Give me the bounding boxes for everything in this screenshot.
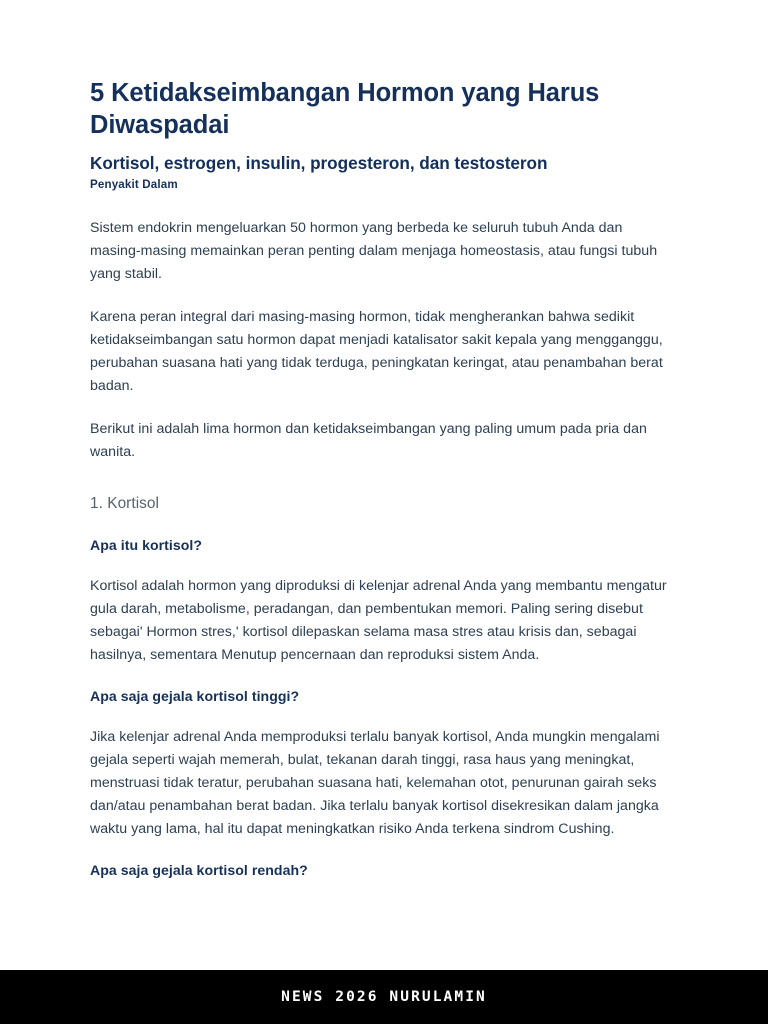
page-title: 5 Ketidakseimbangan Hormon yang Harus Diwaspadai: [90, 79, 600, 139]
paragraph-kortisol-definition: Kortisol adalah hormon yang diproduksi di kelenjar adrenal Anda yang membantu mengatur gula darah, metabolisme, peradangan, dan pembentukan memori. Paling sering disebut sebagai' Hormon stres,' kortisol dilepaskan selama masa stres atau krisis dan, sebagai hasilnya, sementara Menutup pencernaan dan reproduksi sistem Anda.: [90, 577, 667, 663]
paragraph-gejala-kortisol-tinggi: Jika kelenjar adrenal Anda memproduksi terlalu banyak kortisol, Anda mungkin mengalami gejala seperti wajah memerah, bulat, tekanan darah tinggi, rasa haus yang meningkat, menstruasi tidak teratur, perubahan suasana hati, kelemahan otot, penurunan gairah seks dan/atau penambahan berat badan. Jika terlalu banyak kortisol disekresikan dalam jangka waktu yang lama, hal itu dapat meningkatkan risiko Anda terkena sindrom Cushing.: [90, 728, 660, 837]
section-heading-kortisol: 1. Kortisol: [90, 494, 159, 512]
paragraph-intro-2: Karena peran integral dari masing-masing hormon, tidak mengherankan bahwa sedikit ketidakseimbangan satu hormon dapat menjadi katalisator sakit kepala yang mengganggu, perubahan suasana hati yang tidak terduga, peningkatan keringat, atau penambahan berat badan.: [90, 308, 663, 394]
footer-bar: [0, 970, 768, 1024]
subheading-gejala-kortisol-tinggi: Apa saja gejala kortisol tinggi?: [90, 687, 300, 704]
article-body: [90, 78, 674, 900]
article-category-kicker: Penyakit Dalam: [90, 177, 178, 191]
paragraph-intro-3: Berikut ini adalah lima hormon dan ketidakseimbangan yang paling umum pada pria dan wanita.: [90, 420, 647, 460]
footer-watermark-text: NEWS 2026 NURULAMIN: [281, 989, 487, 1005]
paragraph-intro-1: Sistem endokrin mengeluarkan 50 hormon yang berbeda ke seluruh tubuh Anda dan masing-masing memainkan peran penting dalam menjaga homeostasis, atau fungsi tubuh yang stabil.: [90, 219, 658, 282]
subheading-gejala-kortisol-rendah: Apa saja gejala kortisol rendah?: [90, 861, 308, 878]
subheading-apa-itu-kortisol: Apa itu kortisol?: [90, 536, 203, 553]
article-subtitle: Kortisol, estrogen, insulin, progesteron, dan testosteron: [90, 153, 548, 174]
